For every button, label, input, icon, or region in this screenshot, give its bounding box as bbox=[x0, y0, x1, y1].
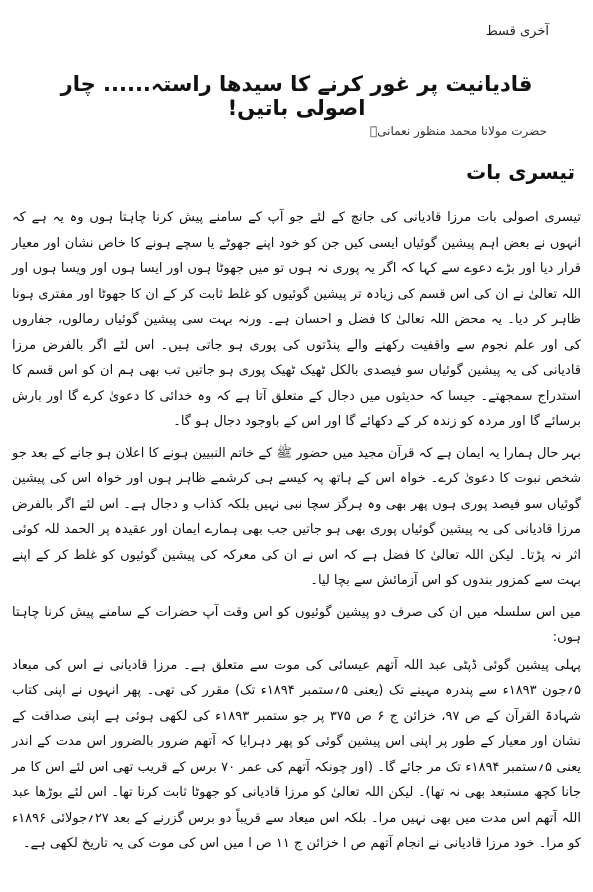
article-body bbox=[12, 205, 581, 859]
paragraph: بہر حال ہمارا یہ ایمان ہے کہ قرآن مجید میں حضور ﷺ کے خاتم النبیین ہونے کا اعلان ہو جانے کے بعد جو شخص نبوت کا دعویٰ کرے۔ خواہ اس کے ہاتھ پہ کیسے ہی کرشمے ظاہر ہوں اور خواہ اس کی پیشین گوئیاں سو فیصد پوری ہوں پھر بھی وہ ہرگز سچا نبی نہیں بلکہ کذاب و دجال ہے۔ اس لئے اگر بالفرض مرزا قادیانی کی یہ پیشین گوئیاں پوری بھی ہو جاتیں جب بھی ہمارے ایمان اور عقیدہ پر الحمد للہ کوئی اثر نہ پڑتا۔ لیکن اللہ تعالیٰ کا فضل ہے کہ اس نے ان کی معرکہ کی پیشین گوئیوں کو غلط کر کے اپنے بہت سے کمزور بندوں کو اس آزمائش سے بچا لیا۔ bbox=[12, 445, 581, 588]
installment-label: آخری قسط bbox=[485, 24, 549, 39]
paragraph: تیسری اصولی بات مرزا قادیانی کی جانچ کے لئے جو آپ کے سامنے پیش کرنا چاہتا ہوں وہ یہ ہے کہ انہوں نے بعض اہم پیشین گوئیاں ایسی کیں جن کو خود اپنے جھوٹے یا سچے ہونے کا خاص نشان اور معیار قرار دیا اور بڑے دعوے سے کہا کہ اگر یہ پوری نہ ہوں تو میں جھوٹا ہوں اور ایسا ہوں اور ویسا ہوں اور اللہ تعالیٰ نے ان کی اس قسم کی زیادہ تر پیشین گوئیوں کو غلط ثابت کر کے ان کا جھوٹا اور مفتری ہونا ظاہر کر دیا۔ یہ محض اللہ تعالیٰ کا فضل و احسان ہے۔ ورنہ بہت سی پیشین گوئیاں رمالوں، جفاروں کی اور علم نجوم سے واقفیت رکھنے والے پنڈتوں کی پوری ہو جاتی ہیں۔ اس لئے اگر بالفرض مرزا قادیانی کی یہ پیشین گوئیاں سو فیصدی بالکل ٹھیک ٹھیک پوری ہو جاتیں تب بھی ہم ان کو اس قسم کا استدراج سمجھتے۔ جیسا کہ حدیثوں میں دجال کے متعلق آتا ہے کہ وہ خدائی کا دعویٰ کرے گا اور بارش برسائے گا اور مردہ کو زندہ کر کے دکھائے گا اور اس کے باوجود دجال ہو گا۔ bbox=[12, 210, 581, 429]
author-line: حضرت مولانا محمد منظور نعمانیؒ bbox=[369, 124, 547, 138]
paragraph: پہلی پیشین گوئی ڈپٹی عبد اللہ آتھم عیسائی کی موت سے متعلق ہے۔ مرزا قادیانی نے اس کی میعاد ۵؍جون ۱۸۹۳ء سے پندرہ مہینے تک (یعنی ۵؍ستمبر ۱۸۹۴ء تک) مقرر کی تھی۔ پھر انہوں نے اپنی کتاب شہادۃ القرآن کے ص ۹۷، خزائن ج ۶ ص ۳۷۵ پر جو ستمبر ۱۸۹۳ء کی لکھی ہوئی ہے اپنی صداقت کے نشان اور معیار کے طور پر اپنی اس پیشین گوئی کو پھر دہرایا کہ آتھم ضرور بالضرور اس مدت کے اندر یعنی ۵؍ستمبر ۱۸۹۴ء تک مر جائے گا۔ (اور چونکہ آتھم کی عمر ۷۰ برس کے قریب تھی اس لئے اس کا مر جانا کچھ مستبعد بھی نہ تھا)۔ لیکن اللہ تعالیٰ کو مرزا قادیانی کو جھوٹا ثابت کرنا تھا۔ اس لئے بوڑھا عبد اللہ آتھم اس مدت میں بھی نہیں مرا۔ بلکہ اس میعاد سے قریباً دو برس گزرنے کے بعد ۲۷؍جولائی ۱۸۹۶ء کو مرا۔ خود مرزا قادیانی نے انجام آتھم ص ا خزائن ج ۱۱ ص ا میں اس کی موت کی یہ تاریخ لکھی ہے۔ bbox=[12, 657, 582, 851]
paragraph: میں اس سلسلہ میں ان کی صرف دو پیشین گوئیوں کو اس وقت آپ حضرات کے سامنے پیش کرنا چاہتا ہوں: bbox=[12, 604, 581, 645]
section-heading: تیسری بات bbox=[466, 160, 575, 184]
article-title: قادیانیت پر غور کرنے کا سیدھا راستہ...... چار اصولی باتیں! bbox=[60, 72, 533, 120]
